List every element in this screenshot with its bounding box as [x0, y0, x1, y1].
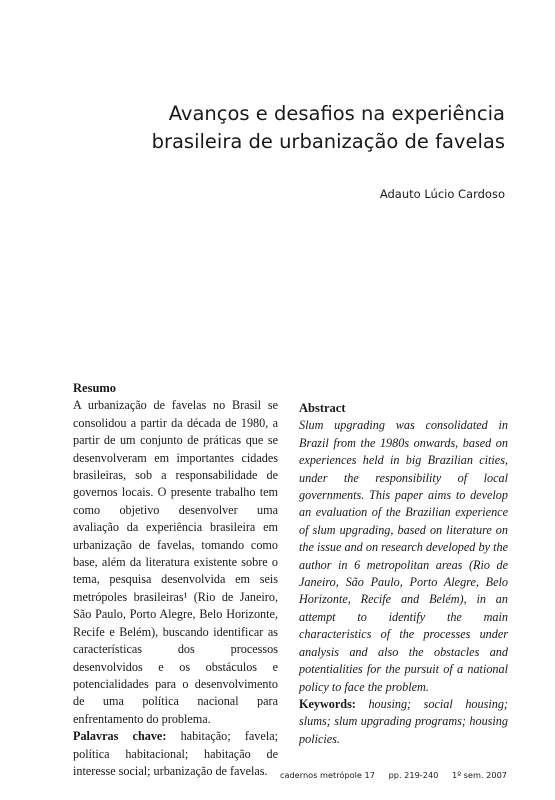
resumo-keywords [73, 728, 278, 780]
page-footer [280, 770, 507, 780]
footer-pages: pp. 219-240 [388, 770, 439, 780]
title-line-2: brasileira de urbanização de favelas [151, 130, 505, 153]
footer-semester: 1º sem. 2007 [452, 770, 507, 780]
title-line-1: Avanços e desafios na experiência [168, 102, 505, 125]
footer-journal: cadernos metrópole 17 [279, 770, 375, 780]
abstract-keywords [299, 696, 508, 748]
author-name: Adauto Lúcio Cardoso [379, 187, 505, 201]
resumo-keywords-label: Palavras chave: [73, 729, 167, 744]
abstract-keywords-label: Keywords: [299, 696, 356, 711]
abstract-heading: Abstract [299, 401, 346, 415]
resumo-heading: Resumo [73, 381, 117, 395]
resumo-section [73, 380, 278, 780]
abstract-body: Slum upgrading was consolidated in Brazil from the 1980s onwards, based on experiences held in big Brazilian cities, under the responsibility of local governments. This paper aims to develop an evaluation of the Brazilian experience of slum upgrading, based on literature on the issue and on research developed by the author in 6 metropolitan areas (Rio de Janeiro, São Paulo, Porto Alegre, Belo Horizonte, Recife and Belém), in an attempt to identify the main characteristics of the processes under analysis and also the obstacles and potentialities for the pursuit of a national policy to face the problem. [299, 418, 508, 694]
abstract-section [299, 400, 508, 748]
abstract-keywords-text: housing; social housing; slums; slum upgrading programs; housing policies. [299, 696, 508, 746]
article-title [85, 100, 505, 156]
resumo-keywords-text: habitação; favela; política habitacional; habitação de interesse social; urbanização de favelas. [73, 729, 278, 778]
resumo-body: A urbanização de favelas no Brasil se consolidou a partir da década de 1980, a partir de um conjunto de práticas que se desenvolveram em importantes cidades brasileiras, sob a responsabilidade de governos locais. O presente trabalho tem como objetivo desenvolver uma avaliação da experiência brasileira em urbanização de favelas, tomando como base, além da literatura existente sobre o tema, pesquisa desenvolvida em seis metrópoles brasileiras¹ (Rio de Janeiro, São Paulo, Porto Alegre, Belo Horizonte, Recife e Belém), buscando identificar as características dos processos desenvolvidos e os obstáculos e potencialidades para o desenvolvimento de uma política nacional para enfrentamento do problema. [73, 398, 278, 726]
